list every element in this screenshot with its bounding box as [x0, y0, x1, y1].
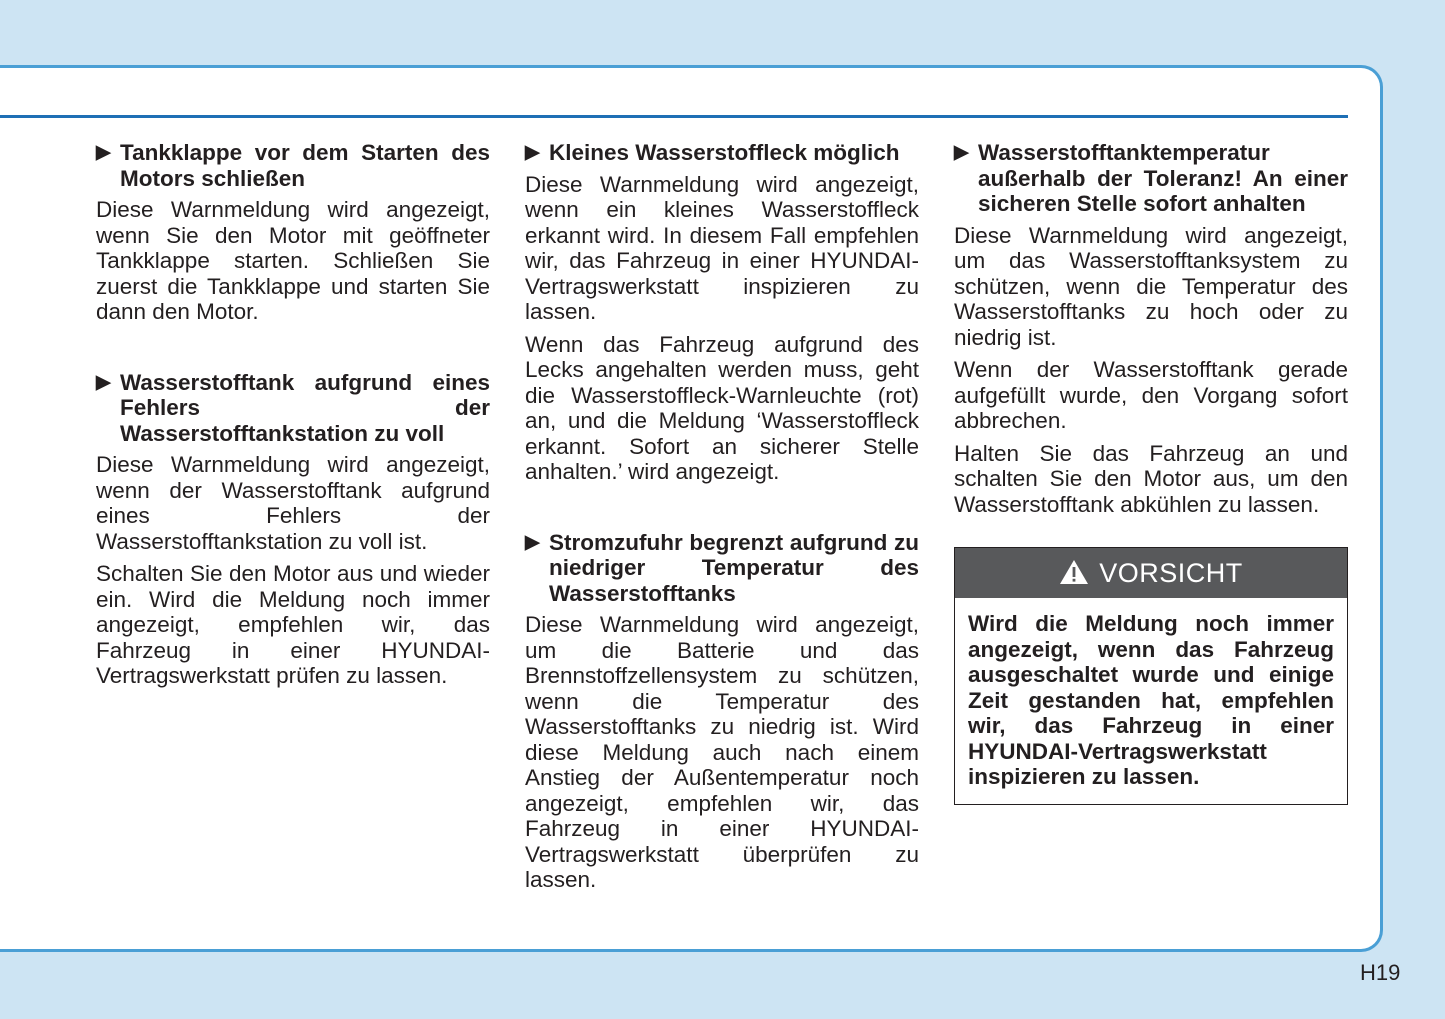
triangle-bullet-icon: ▶ [96, 142, 111, 163]
section-small-leak [525, 140, 919, 485]
section-tank-temperature [954, 140, 1348, 517]
paragraph: Wenn das Fahrzeug aufgrund des Lecks angehalten werden muss, geht die Wasserstoffleck-Warnleuchte (rot) an, und die Meldung ‘Wasserstoffleck erkannt. Sofort an sicherer Stelle anhalten.’ wird angezeigt. [525, 331, 919, 484]
caution-text: Wird die Meldung noch immer angezeigt, wenn das Fahrzeug ausgeschaltet wurde und einige Zeit gestanden hat, empfehlen wir, das Fahrzeug in einer HYUNDAI-Vertragswerkstatt inspizieren zu lassen. [968, 611, 1334, 789]
section-heading: Wasserstofftanktemperatur außerhalb der Toleranz! An einer sicheren Stelle sofort anhalten [978, 140, 1348, 216]
triangle-bullet-icon: ▶ [525, 142, 540, 163]
caution-title: VORSICHT [1099, 557, 1243, 588]
triangle-bullet-icon: ▶ [525, 531, 540, 553]
section-heading: Kleines Wasserstoffleck möglich [549, 140, 900, 165]
section-heading: Tankklappe vor dem Starten des Motors schließen [120, 140, 490, 191]
caution-box [954, 547, 1348, 805]
paragraph: Diese Warnmeldung wird angezeigt, wenn ein kleines Wasserstoffleck erkannt wird. In diesem Fall empfehlen wir, das Fahrzeug in einer HYUNDAI-Vertragswerkstatt inspizieren zu lassen. [525, 171, 919, 324]
section-tank-overfilled [96, 370, 490, 689]
section-fuel-flap [96, 140, 490, 325]
column-2 [525, 140, 919, 900]
caution-header [955, 548, 1347, 598]
paragraph: Diese Warnmeldung wird angezeigt, um das Wasserstofftanksystem zu schützen, wenn die Temperatur des Wasserstofftanks zu hoch oder zu niedrig ist. [954, 222, 1348, 350]
paragraph: Schalten Sie den Motor aus und wieder ein. Wird die Meldung noch immer angezeigt, empfehlen wir, das Fahrzeug in einer HYUNDAI-Vertragswerkstatt prüfen zu lassen. [96, 561, 490, 688]
paragraph: Diese Warnmeldung wird angezeigt, wenn Sie den Motor mit geöffneter Tankklappe starten. Schließen Sie zuerst die Tankklappe und starten Sie dann den Motor. [96, 197, 490, 324]
page-number: H19 [1360, 960, 1401, 985]
triangle-bullet-icon: ▶ [954, 142, 969, 163]
header-rule [0, 115, 1348, 118]
section-heading: Wasserstofftank aufgrund eines Fehlers der Wasserstofftankstation zu voll [120, 369, 490, 446]
warning-triangle-icon [1059, 559, 1089, 585]
triangle-bullet-icon: ▶ [96, 371, 111, 393]
column-3 [954, 140, 1348, 805]
column-1 [96, 140, 490, 696]
section-power-limited [525, 530, 919, 893]
section-heading: Stromzufuhr begrenzt aufgrund zu niedriger Temperatur des Wasserstofftanks [549, 529, 919, 606]
paragraph: Diese Warnmeldung wird angezeigt, wenn der Wasserstofftank aufgrund eines Fehlers der Wasserstofftankstation zu voll ist. [96, 452, 490, 554]
paragraph: Diese Warnmeldung wird angezeigt, um die Batterie und das Brennstoffzellensystem zu schützen, wenn die Temperatur des Wasserstofftanks zu niedrig ist. Wird diese Meldung auch nach einem Anstieg der Außentemperatur noch angezeigt, empfehlen wir, das Fahrzeug in einer HYUNDAI-Vertragswerkstatt überprüfen zu lassen. [525, 612, 919, 892]
paragraph: Halten Sie das Fahrzeug an und schalten Sie den Motor aus, um den Wasserstofftank abkühlen zu lassen. [954, 440, 1348, 517]
paragraph: Wenn der Wasserstofftank gerade aufgefüllt wurde, den Vorgang sofort abbrechen. [954, 357, 1348, 433]
